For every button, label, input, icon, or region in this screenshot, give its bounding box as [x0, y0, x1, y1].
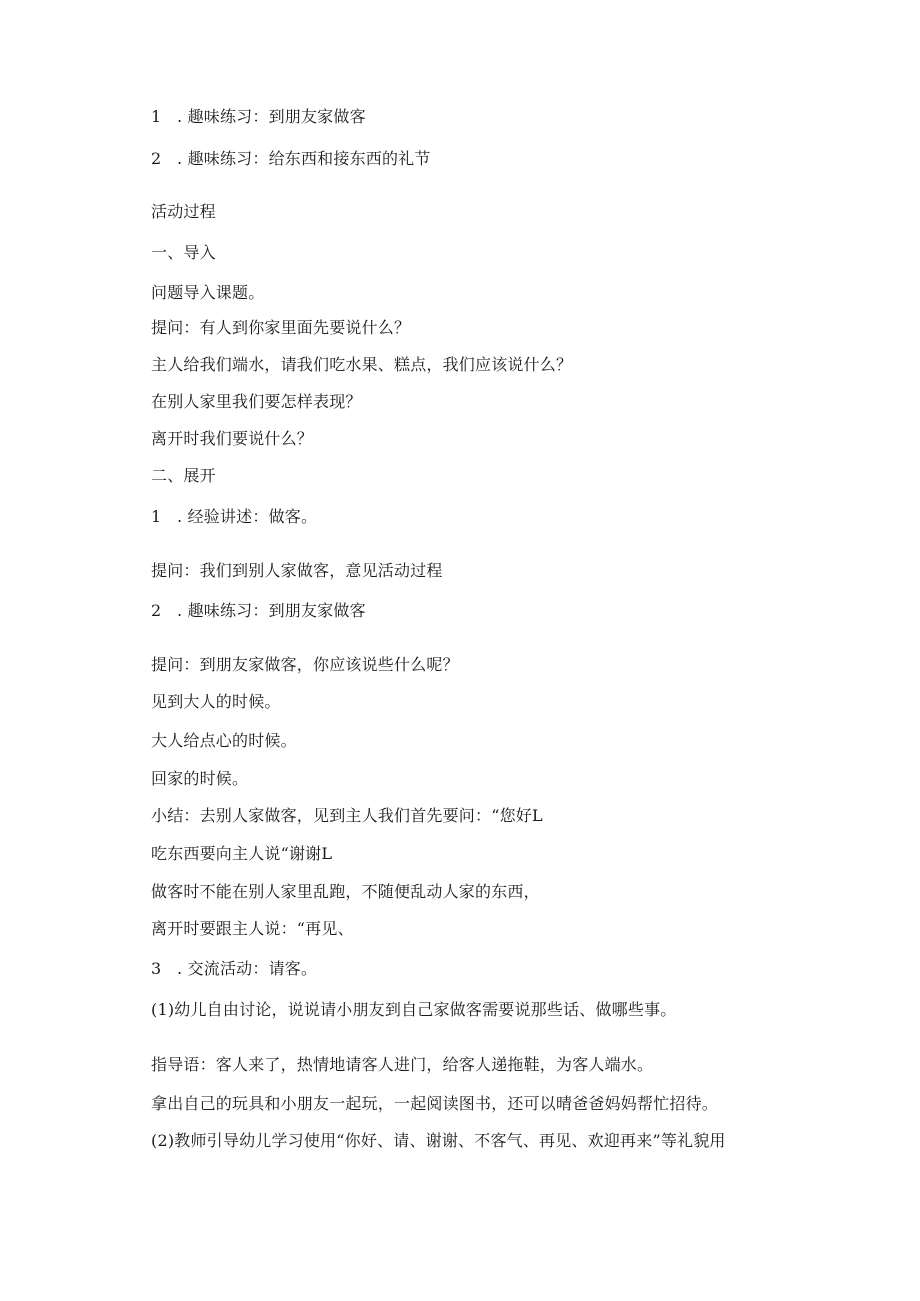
list-text: . 趣味练习：到朋友家做客 — [177, 107, 366, 126]
paragraph: 吃东西要向主人说“谢谢L — [151, 844, 333, 863]
paragraph: (2)教师引导幼儿学习使用“你好、请、谢谢、不客气、再见、欢迎再来”等礼貌用 — [151, 1131, 726, 1150]
paragraph: 在别人家里我们要怎样表现？ — [151, 392, 362, 411]
paragraph: 大人给点心的时候。 — [151, 731, 297, 750]
list-number: 1 — [151, 107, 162, 126]
paragraph: 提问：到朋友家做客，你应该说些什么呢？ — [151, 655, 459, 674]
paragraph: 拿出自己的玩具和小朋友一起玩，一起阅读图书，还可以晴爸爸妈妈帮忙招待。 — [151, 1094, 719, 1113]
list-number: 1 — [151, 507, 162, 526]
list-item-1 — [151, 107, 366, 127]
list-text: . 趣味练习：给东西和接东西的礼节 — [177, 149, 431, 168]
paragraph: 回家的时候。 — [151, 769, 249, 788]
list-item-1 — [151, 507, 317, 527]
paragraph: 离开时要跟主人说：“再见、 — [151, 919, 354, 938]
paragraph: 问题导入课题。 — [151, 283, 265, 302]
paragraph: (1)幼儿自由讨论，说说请小朋友到自己家做客需要说那些话、做哪些事。 — [151, 1000, 677, 1019]
subsection-heading: 二、展开 — [151, 466, 216, 485]
list-text: . 趣味练习：到朋友家做客 — [177, 601, 366, 620]
subsection-heading: 一、导入 — [151, 243, 216, 262]
paragraph: 指导语：客人来了，热情地请客人进门，给客人递拖鞋，为客人端水。 — [151, 1055, 654, 1074]
list-text: . 经验讲述：做客。 — [177, 507, 318, 526]
paragraph: 做客时不能在别人家里乱跑，不随便乱动人家的东西， — [151, 882, 540, 901]
paragraph: 见到大人的时候。 — [151, 692, 281, 711]
paragraph: 主人给我们端水，请我们吃水果、糕点，我们应该说什么？ — [151, 355, 573, 374]
paragraph: 小结：去别人家做客，见到主人我们首先要问：“您好L — [151, 806, 543, 825]
section-heading: 活动过程 — [151, 202, 216, 221]
list-number: 2 — [151, 149, 162, 168]
paragraph: 离开时我们要说什么？ — [151, 429, 314, 448]
list-text: . 交流活动：请客。 — [177, 959, 318, 978]
list-item-2 — [151, 601, 366, 621]
paragraph: 提问：我们到别人家做客，意见活动过程 — [151, 561, 443, 580]
list-number: 2 — [151, 601, 162, 620]
list-number: 3 — [151, 959, 162, 978]
paragraph: 提问：有人到你家里面先要说什么？ — [151, 318, 411, 337]
list-item-3 — [151, 959, 317, 979]
list-item-2 — [151, 149, 431, 169]
